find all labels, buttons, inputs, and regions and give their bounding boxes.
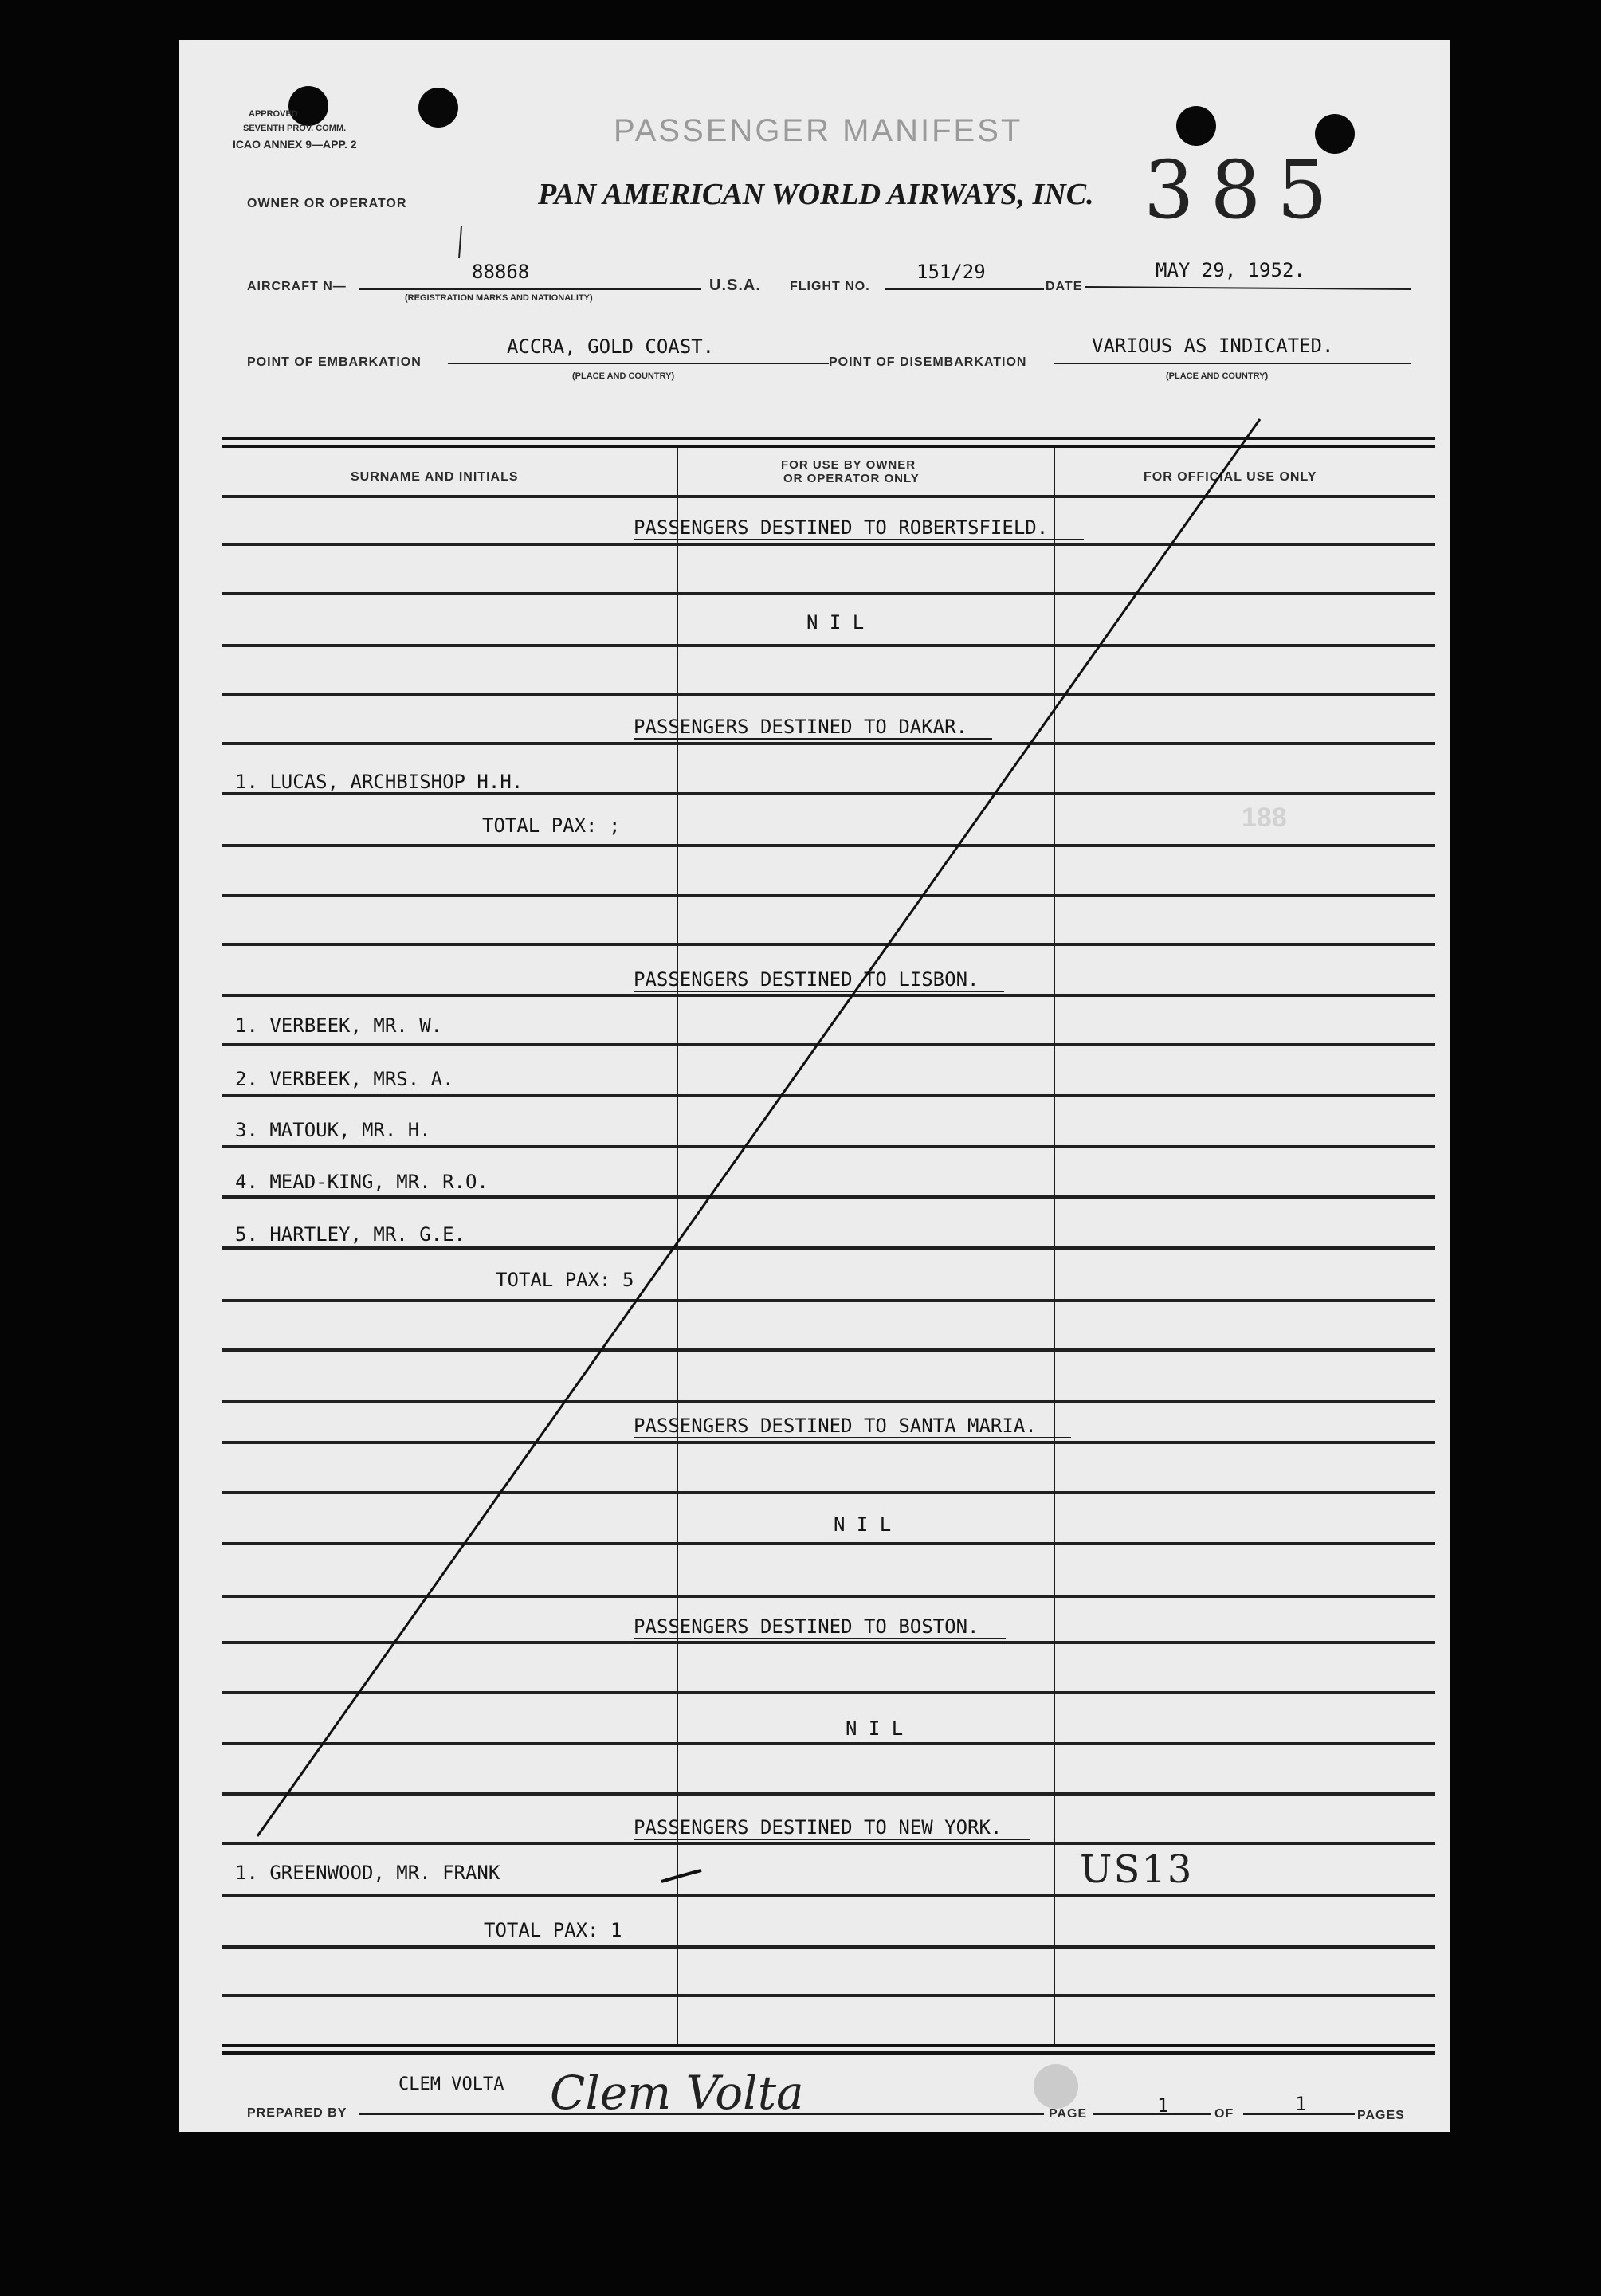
section-heading: PASSENGERS DESTINED TO LISBON. [634,968,979,991]
operator-name: PAN AMERICAN WORLD AIRWAYS, INC. [538,178,1094,211]
registration-caption: (REGISTRATION MARKS AND NATIONALITY) [405,293,593,303]
column-dividers [677,448,1054,2044]
nationality: U.S.A. [709,277,761,294]
flight-label: FLIGHT NO. [790,280,870,293]
section-heading: PASSENGERS DESTINED TO NEW YORK. [634,1816,1003,1839]
table-double-rules [222,438,1435,2053]
col-header-operator-2: OR OPERATOR ONLY [783,472,920,485]
pen-mark [459,226,461,258]
handwritten-number: 385 [1144,143,1344,237]
passenger-entry: 1. GREENWOOD, MR. FRANK [235,1862,500,1884]
col-header-surname: SURNAME AND INITIALS [351,470,519,484]
disembark-place: VARIOUS AS INDICATED. [1092,335,1334,357]
embark-label: POINT OF EMBARKATION [247,355,422,369]
flight-date: MAY 29, 1952. [1156,259,1305,281]
section-heading: PASSENGERS DESTINED TO ROBERTSFIELD. [634,516,1049,539]
total-pax: TOTAL PAX: ; [482,814,621,837]
disembark-label: POINT OF DISEMBARKATION [829,355,1027,369]
col-header-official: FOR OFFICIAL USE ONLY [1144,470,1317,484]
header-underlines [634,540,1084,1839]
passenger-entry: 5. HARTLEY, MR. G.E. [235,1223,465,1246]
approval-line-1: APPROVED [249,109,298,119]
aircraft-number: 88868 [472,261,530,283]
section-heading: PASSENGERS DESTINED TO DAKAR. [634,716,968,738]
embark-caption: (PLACE AND COUNTRY) [572,371,675,381]
col-header-operator-1: FOR USE BY OWNER [781,458,916,472]
page-label: PAGE [1049,2107,1088,2121]
page-number: 1 [1157,2094,1169,2117]
passenger-entry: 4. MEAD-KING, MR. R.O. [235,1171,489,1193]
total-pax: TOTAL PAX: 5 [496,1269,634,1291]
section-heading: PASSENGERS DESTINED TO SANTA MARIA. [634,1415,1037,1437]
date-label: DATE [1046,280,1083,293]
owner-label: OWNER OR OPERATOR [247,197,407,210]
form-title: PASSENGER MANIFEST [614,113,1023,148]
passenger-entry: 3. MATOUK, MR. H. [235,1119,431,1141]
prepared-label: PREPARED BY [247,2106,347,2120]
row-rules [222,496,1435,1996]
faint-number: 188 [1242,803,1287,833]
embark-place: ACCRA, GOLD COAST. [507,336,715,358]
of-label: OF [1214,2107,1234,2121]
prepared-by: CLEM VOLTA [398,2074,504,2094]
nil-label: N I L [846,1717,904,1740]
cancellation-stroke [257,419,1260,1836]
passenger-entry: 1. VERBEEK, MR. W. [235,1015,443,1037]
approval-line-2: SEVENTH PROV. COMM. [243,124,347,133]
disembark-caption: (PLACE AND COUNTRY) [1166,371,1269,381]
section-heading: PASSENGERS DESTINED TO BOSTON. [634,1615,979,1638]
flight-number: 151/29 [916,261,986,283]
pen-tick-mark [661,1870,701,1882]
header-field-lines [359,287,1411,363]
nil-label: N I L [806,611,865,634]
handwritten-code: US13 [1080,1847,1194,1892]
page-count: 1 [1295,2093,1307,2115]
passenger-entry: 2. VERBEEK, MRS. A. [235,1068,454,1090]
aircraft-label: AIRCRAFT N— [247,280,347,293]
total-pax: TOTAL PAX: 1 [484,1919,622,1941]
signature: Clem Volta [550,2066,804,2120]
smudge-mark [1034,2064,1078,2109]
passenger-entry: 1. LUCAS, ARCHBISHOP H.H. [235,771,524,793]
nil-label: N I L [834,1513,892,1536]
annex-label: ICAO ANNEX 9—APP. 2 [233,138,357,151]
pages-label: PAGES [1357,2109,1405,2122]
